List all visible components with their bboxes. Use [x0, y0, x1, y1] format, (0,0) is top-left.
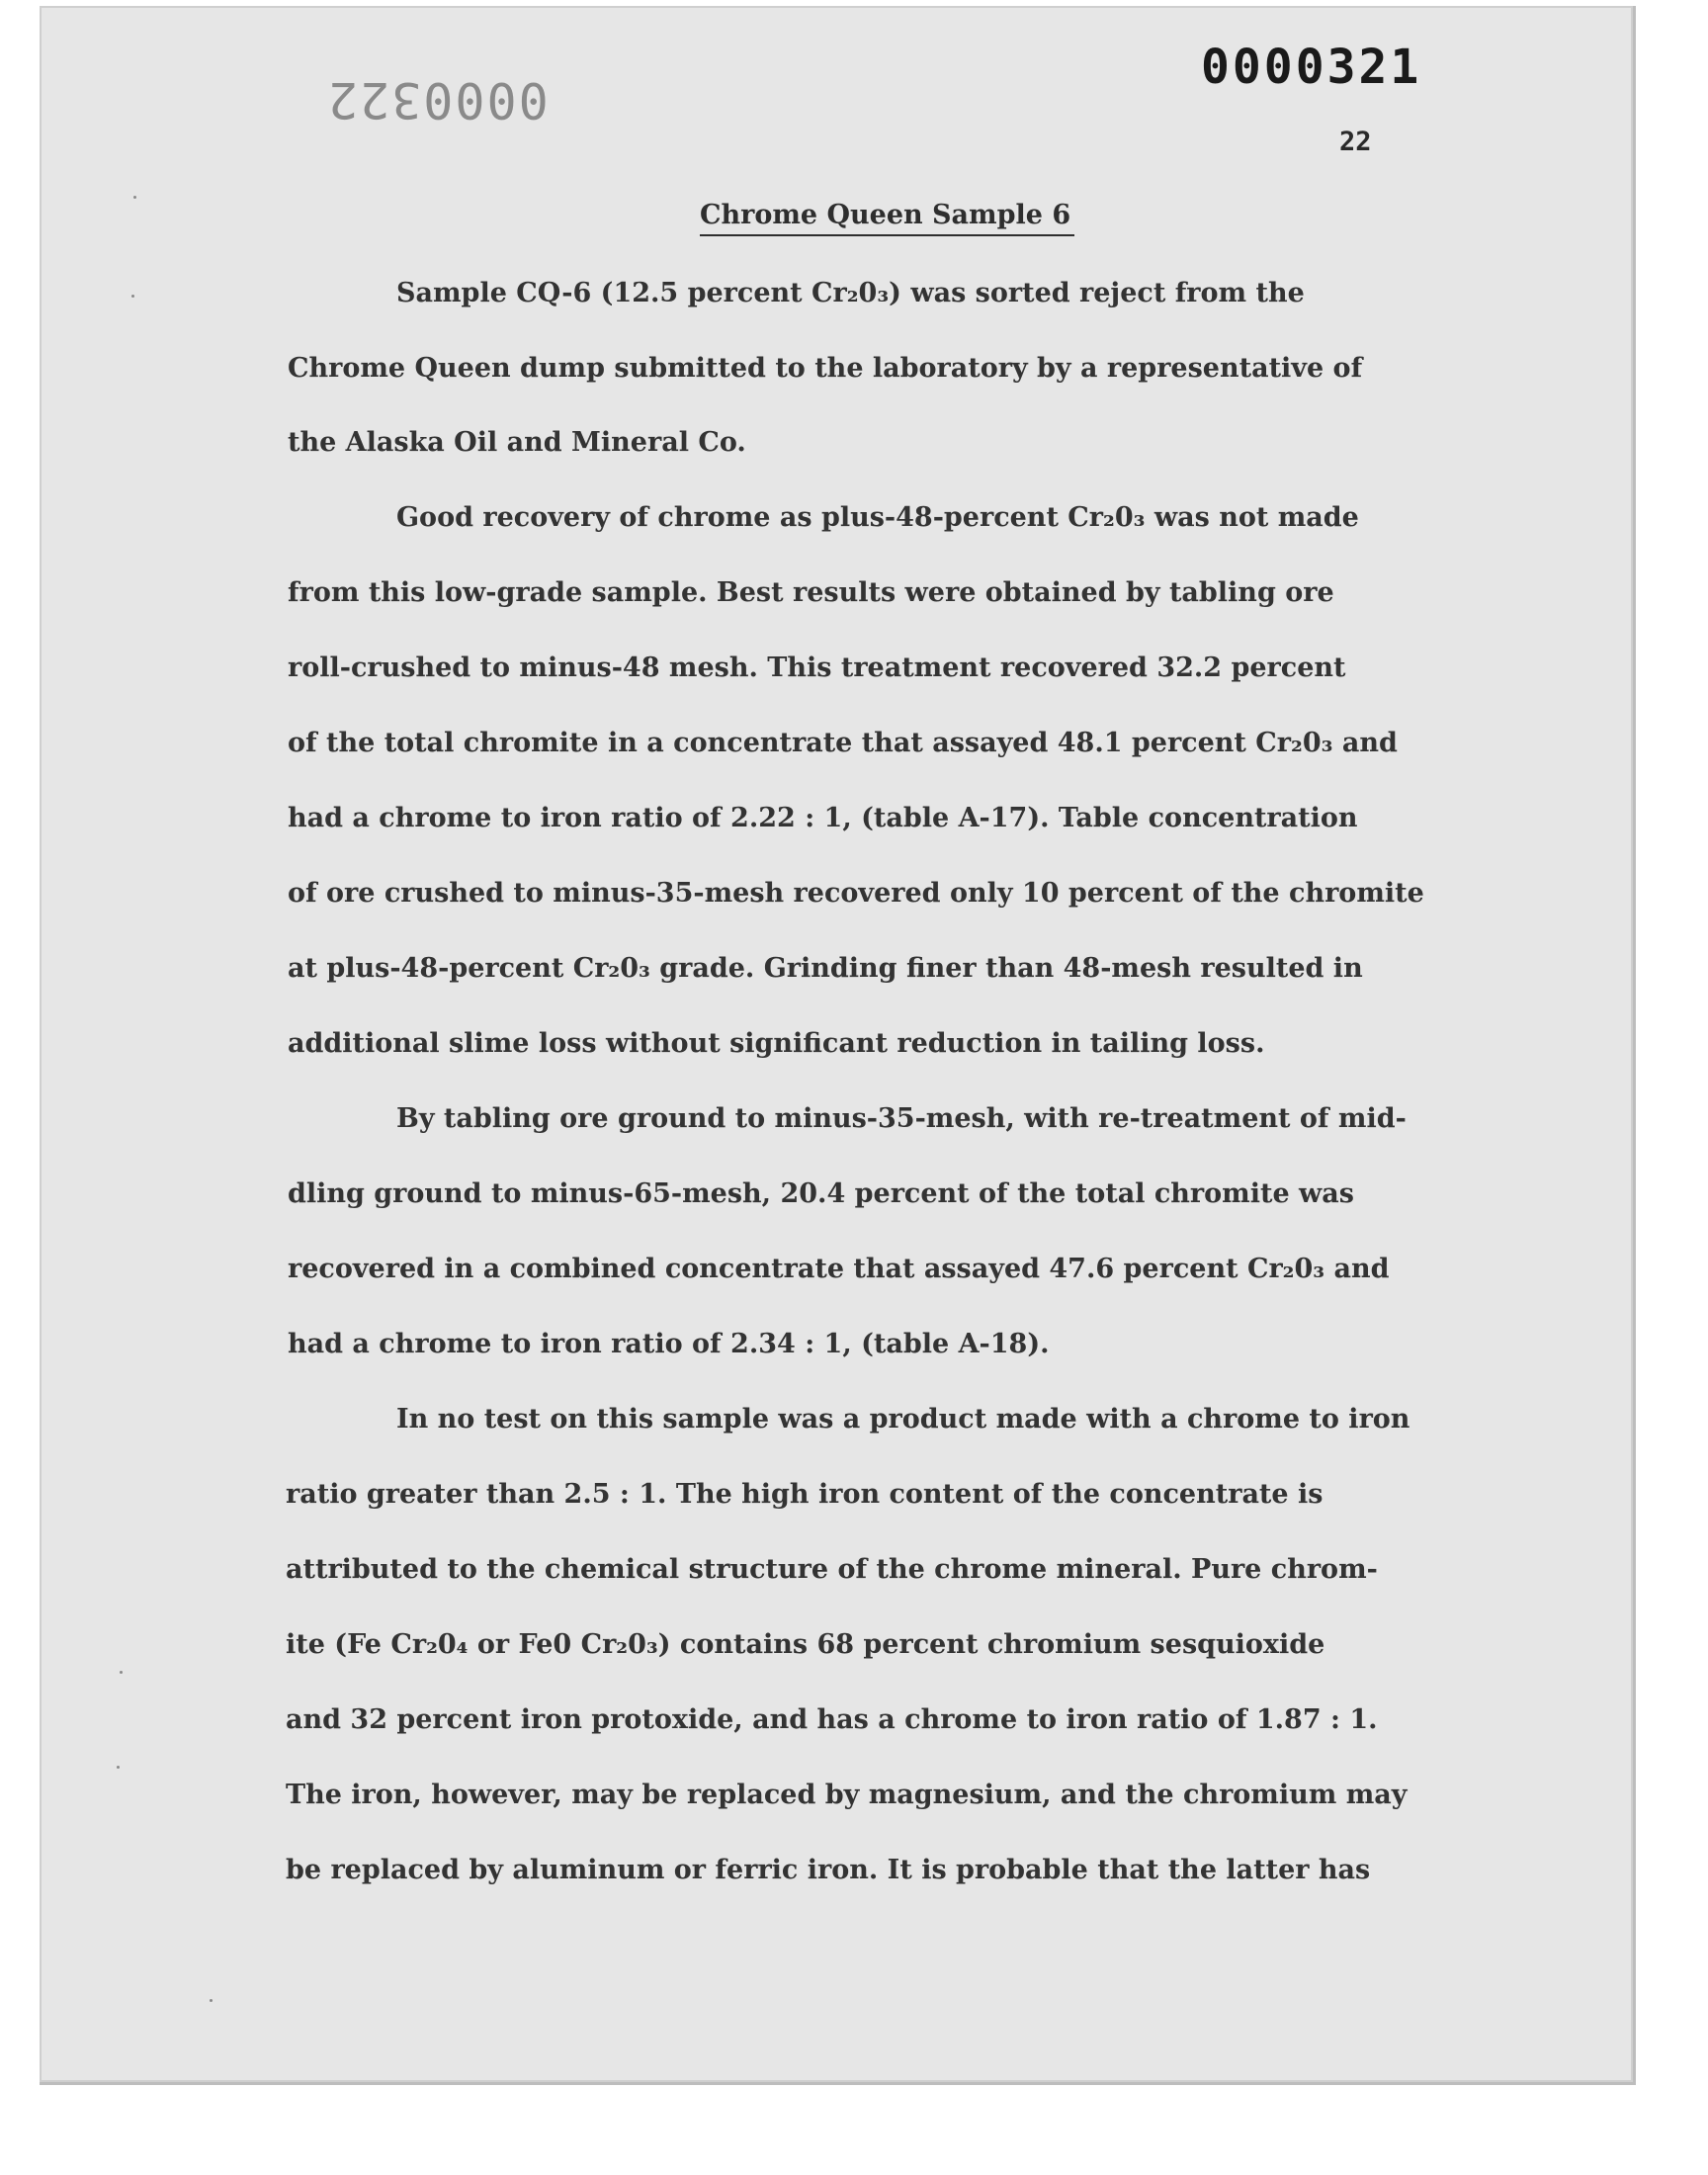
- text-line: had a chrome to iron ratio of 2.34 : 1, (table A-18).: [288, 1329, 1050, 1359]
- text-line: from this low-grade sample. Best results were obtained by tabling ore: [288, 577, 1334, 608]
- text-line: In no test on this sample was a product made with a chrome to iron: [396, 1404, 1410, 1435]
- text-line: By tabling ore ground to minus-35-mesh, with re-treatment of mid-: [396, 1103, 1407, 1134]
- text-line: of ore crushed to minus-35-mesh recovered only 10 percent of the chromite: [288, 878, 1424, 909]
- text-line: Good recovery of chrome as plus-48-percent Cr₂0₃ was not made: [396, 502, 1359, 533]
- text-line: The iron, however, may be replaced by magnesium, and the chromium may: [286, 1780, 1408, 1810]
- text-line: had a chrome to iron ratio of 2.22 : 1, (table A-17). Table concentration: [288, 803, 1358, 833]
- text-line: dling ground to minus-65-mesh, 20.4 percent of the total chromite was: [288, 1178, 1354, 1209]
- text-line: recovered in a combined concentrate that assayed 47.6 percent Cr₂0₃ and: [288, 1254, 1390, 1284]
- scan-speck: [120, 1671, 123, 1674]
- text-line: and 32 percent iron protoxide, and has a chrome to iron ratio of 1.87 : 1.: [286, 1704, 1378, 1735]
- section-title: Chrome Queen Sample 6: [700, 200, 1074, 236]
- text-line: ratio greater than 2.5 : 1. The high iron content of the concentrate is: [286, 1479, 1324, 1510]
- text-line: of the total chromite in a concentrate that assayed 48.1 percent Cr₂0₃ and: [288, 728, 1398, 758]
- scan-speck: [210, 1999, 213, 2002]
- document-number: 0000321: [1201, 40, 1422, 95]
- text-line: be replaced by aluminum or ferric iron. It is probable that the latter has: [286, 1855, 1371, 1885]
- text-line: additional slime loss without significant reduction in tailing loss.: [288, 1028, 1265, 1059]
- text-line: Sample CQ-6 (12.5 percent Cr₂0₃) was sorted reject from the: [396, 278, 1305, 308]
- text-line: at plus-48-percent Cr₂0₃ grade. Grinding finer than 48-mesh resulted in: [288, 953, 1363, 984]
- text-line: the Alaska Oil and Mineral Co.: [288, 427, 746, 458]
- scan-speck: [117, 1766, 120, 1769]
- page-number: 22: [1339, 127, 1372, 157]
- text-line: attributed to the chemical structure of the chrome mineral. Pure chrom-: [286, 1554, 1378, 1585]
- text-line: ite (Fe Cr₂0₄ or Fe0 Cr₂0₃) contains 68 percent chromium sesquioxide: [286, 1629, 1325, 1660]
- scan-speck: [133, 196, 136, 199]
- text-line: roll-crushed to minus-48 mesh. This treatment recovered 32.2 percent: [288, 652, 1346, 683]
- bleed-through-stamp: 0000322: [326, 71, 549, 129]
- text-line: Chrome Queen dump submitted to the laboratory by a representative of: [288, 353, 1363, 384]
- scan-speck: [131, 295, 134, 298]
